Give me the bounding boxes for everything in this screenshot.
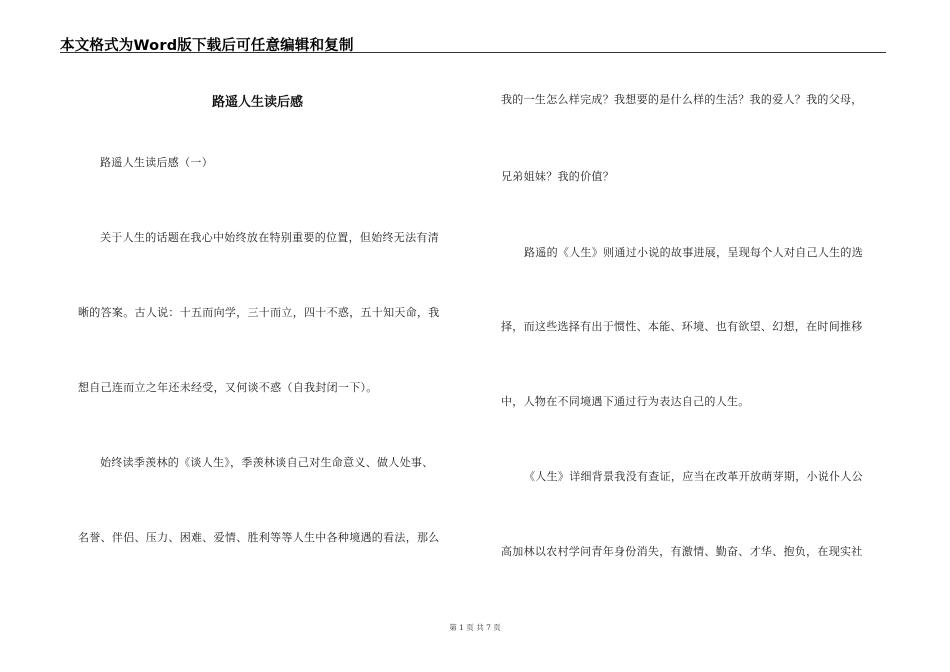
paragraph-line: 兄弟姐妹？我的价值？ [501, 170, 614, 183]
paragraph-line: 想自己连而立之年还未经受，又何谈不惑（自我封闭一下）。 [78, 381, 378, 394]
header-banner: 本文格式为Word版下载后可任意编辑和复制 [60, 38, 354, 54]
paragraph-line: 晰的答案。古人说：十五而向学，三十而立，四十不惑，五十知天命，我 [78, 306, 440, 319]
paragraph-line: 择，而这些选择有出于惯性、本能、环境、也有欲望、幻想，在时间推移 [501, 320, 863, 333]
document-title: 路遥人生读后感 [212, 95, 304, 110]
paragraph-line: 名誉、伴侣、压力、困难、爱情、胜利等等人生中各种境遇的看法，那么 [78, 531, 440, 544]
paragraph-line: 始终读季羡林的《谈人生》，季羡林谈自己对生命意义、做人处事、 [100, 456, 434, 469]
paragraph-line: 我的一生怎么样完成？我想要的是什么样的生活？我的爱人？我的父母， [501, 93, 863, 106]
paragraph-line: 路遥人生读后感（一） [100, 156, 213, 169]
paragraph-line: 关于人生的话题在我心中始终放在特别重要的位置，但始终无法有清 [100, 231, 439, 244]
header-divider [60, 52, 886, 53]
paragraph-line: 路遥的《人生》则通过小说的故事进展，呈现每个人对自己人生的选 [524, 246, 863, 259]
page-indicator: 第 1 页 共 7 页 [449, 623, 501, 632]
paragraph-line: 中，人物在不同境遇下通过行为表达自己的人生。 [501, 395, 750, 408]
paragraph-line: 《人生》详细背景我没有查证，应当在改革开放萌芽期，小说仆人公 [524, 470, 863, 483]
paragraph-line: 高加林以农村学问青年身份消失，有激情、勤奋、才华、抱负，在现实社 [501, 545, 863, 558]
